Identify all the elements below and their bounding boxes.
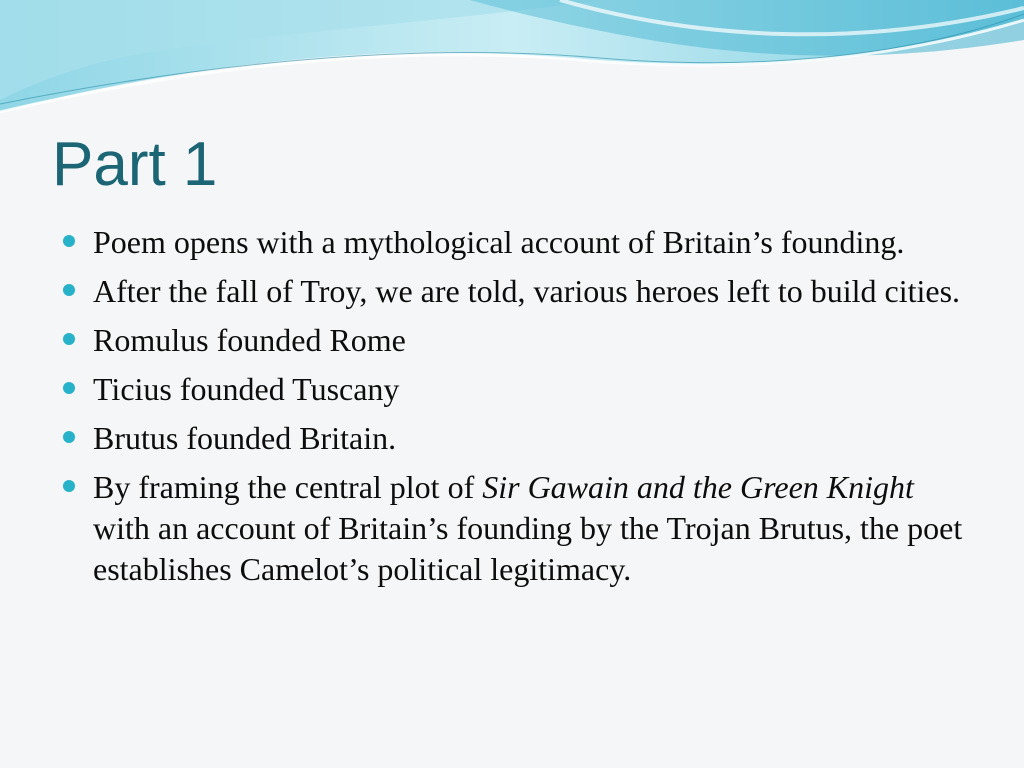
bullet-dot-icon xyxy=(63,431,75,443)
bullet-text: After the fall of Troy, we are told, various heroes left to build cities. xyxy=(93,273,961,309)
bullet-item xyxy=(60,418,965,459)
bullet-item xyxy=(60,320,965,361)
bullet-dot-icon xyxy=(63,235,75,247)
bullet-dot-icon xyxy=(63,333,75,345)
bullet-item xyxy=(60,271,965,312)
bullet-text: Poem opens with a mythological account of Britain’s founding. xyxy=(93,224,905,260)
bullet-text: Ticius founded Tuscany xyxy=(93,371,400,407)
slide-title: Part 1 xyxy=(52,130,218,199)
bullet-item xyxy=(60,222,965,263)
bullet-list xyxy=(60,222,965,598)
bullet-item xyxy=(60,467,965,590)
poem-title-italic: Sir Gawain and the Green Knight xyxy=(482,469,914,505)
bullet-text: Romulus founded Rome xyxy=(93,322,406,358)
bullet-dot-icon xyxy=(63,480,75,492)
header-wave-decoration xyxy=(0,0,1024,130)
bullet-dot-icon xyxy=(63,382,75,394)
bullet-dot-icon xyxy=(63,284,75,296)
bullet-text-before: By framing the central plot of xyxy=(93,469,483,505)
bullet-text-after: with an account of Britain’s founding by the Trojan Brutus, the poet establishes Camelot’s political legitimacy. xyxy=(93,510,963,587)
bullet-item xyxy=(60,369,965,410)
bullet-text: Brutus founded Britain. xyxy=(93,420,397,456)
